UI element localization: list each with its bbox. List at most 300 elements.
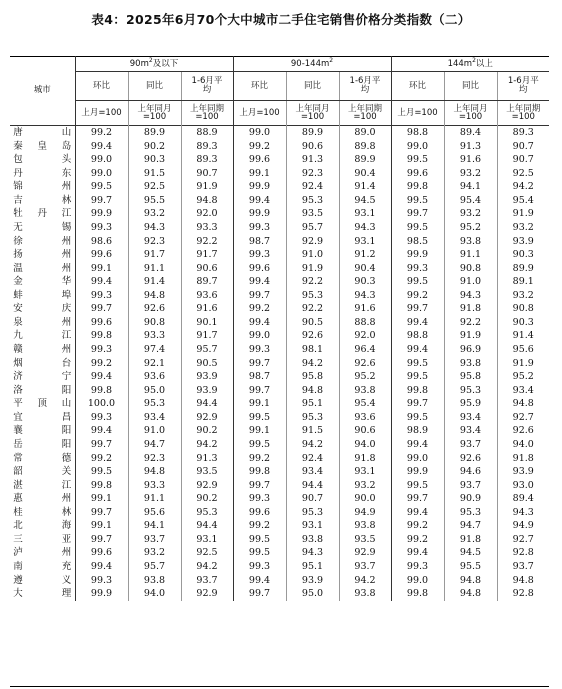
table-row (10, 140, 549, 154)
city-cell (10, 533, 75, 547)
city-name: 平顶山 (13, 398, 72, 410)
price-index-table (10, 56, 549, 601)
table-row (10, 397, 549, 411)
value-cell: 99.7 (391, 302, 444, 316)
value-cell: 95.3 (444, 506, 497, 520)
value-cell: 94.2 (286, 357, 339, 371)
value-cell: 91.4 (128, 275, 181, 289)
value-cell: 99.9 (75, 207, 128, 221)
value-cell: 99.2 (233, 519, 286, 533)
table-row (10, 221, 549, 235)
value-cell: 99.4 (233, 316, 286, 330)
value-cell: 100.0 (75, 397, 128, 411)
value-cell: 99.4 (391, 506, 444, 520)
value-cell: 94.8 (181, 194, 233, 208)
value-cell: 93.3 (181, 221, 233, 235)
value-cell: 92.2 (286, 302, 339, 316)
value-cell: 99.1 (233, 167, 286, 181)
value-cell: 90.9 (444, 492, 497, 506)
value-cell: 89.7 (181, 275, 233, 289)
value-cell: 99.4 (391, 316, 444, 330)
value-cell: 89.8 (339, 140, 391, 154)
value-cell: 99.4 (75, 370, 128, 384)
table-row (10, 126, 549, 140)
city-name: 泸州 (13, 547, 72, 559)
value-cell: 92.3 (286, 167, 339, 181)
value-cell: 99.6 (75, 248, 128, 262)
value-cell: 95.3 (286, 194, 339, 208)
value-cell: 99.4 (75, 424, 128, 438)
city-cell (10, 180, 75, 194)
value-cell: 93.8 (128, 574, 181, 588)
city-name: 徐州 (13, 235, 72, 247)
value-cell: 99.5 (75, 465, 128, 479)
value-cell: 90.8 (444, 262, 497, 276)
value-cell: 99.7 (75, 302, 128, 316)
value-cell: 98.8 (391, 329, 444, 343)
value-cell: 92.7 (497, 533, 549, 547)
value-cell: 90.4 (339, 262, 391, 276)
value-cell: 94.3 (339, 289, 391, 303)
value-cell: 99.7 (75, 194, 128, 208)
value-cell: 94.8 (128, 289, 181, 303)
city-cell (10, 248, 75, 262)
value-cell: 99.5 (75, 180, 128, 194)
value-cell: 99.2 (391, 519, 444, 533)
city-name: 北海 (13, 520, 72, 532)
value-cell: 93.8 (444, 235, 497, 249)
value-cell: 93.4 (444, 424, 497, 438)
value-cell: 99.3 (75, 343, 128, 357)
table-row (10, 492, 549, 506)
table-row (10, 533, 549, 547)
city-name: 包头 (13, 154, 72, 166)
value-cell: 98.5 (391, 235, 444, 249)
city-cell (10, 465, 75, 479)
value-cell: 99.3 (233, 343, 286, 357)
value-cell: 93.2 (339, 479, 391, 493)
value-cell: 99.4 (391, 546, 444, 560)
group-label-main: 90-144m (290, 59, 330, 70)
value-cell: 91.9 (286, 262, 339, 276)
value-cell: 95.3 (286, 506, 339, 520)
value-cell: 91.1 (444, 248, 497, 262)
table-row (10, 207, 549, 221)
value-cell: 93.8 (339, 519, 391, 533)
value-cell: 99.9 (233, 207, 286, 221)
value-cell: 99.1 (75, 519, 128, 533)
city-name: 蚌埠 (13, 289, 72, 301)
value-cell: 99.6 (233, 153, 286, 167)
value-cell: 99.7 (75, 533, 128, 547)
value-cell: 92.0 (181, 207, 233, 221)
value-cell: 94.4 (181, 519, 233, 533)
value-cell: 93.2 (128, 207, 181, 221)
city-cell (10, 302, 75, 316)
value-cell: 90.7 (181, 167, 233, 181)
value-cell: 96.9 (444, 343, 497, 357)
value-cell: 94.9 (339, 506, 391, 520)
value-cell: 95.7 (128, 560, 181, 574)
city-cell (10, 519, 75, 533)
table-row (10, 384, 549, 398)
city-cell (10, 153, 75, 167)
value-cell: 91.9 (444, 329, 497, 343)
value-cell: 90.7 (497, 140, 549, 154)
value-cell: 93.7 (181, 574, 233, 588)
city-cell (10, 587, 75, 601)
value-cell: 99.0 (75, 167, 128, 181)
value-cell: 99.8 (391, 587, 444, 601)
city-cell (10, 207, 75, 221)
table-row (10, 424, 549, 438)
city-cell (10, 221, 75, 235)
group-label-sup: 2 (148, 57, 153, 65)
table-row (10, 248, 549, 262)
value-cell: 99.5 (233, 546, 286, 560)
base-header-same-period: 上年同期=100 (181, 101, 233, 126)
city-name: 常德 (13, 452, 72, 464)
value-cell: 89.9 (497, 262, 549, 276)
value-cell: 99.3 (233, 492, 286, 506)
value-cell: 90.1 (181, 316, 233, 330)
value-cell: 99.3 (75, 411, 128, 425)
value-cell: 89.0 (339, 126, 391, 140)
table-row (10, 546, 549, 560)
value-cell: 99.4 (391, 343, 444, 357)
value-cell: 95.0 (286, 587, 339, 601)
group-label-main: 90m (129, 59, 149, 70)
city-cell (10, 384, 75, 398)
city-cell (10, 424, 75, 438)
value-cell: 91.9 (497, 207, 549, 221)
value-cell: 99.5 (391, 370, 444, 384)
value-cell: 90.7 (286, 492, 339, 506)
base-header-last-month: 上月=100 (391, 101, 444, 126)
city-name: 扬州 (13, 249, 72, 261)
table-row (10, 465, 549, 479)
group-header-90-and-below (75, 56, 233, 72)
value-cell: 91.6 (444, 153, 497, 167)
group-label-sup: 2 (329, 57, 334, 65)
value-cell: 94.0 (128, 587, 181, 601)
group-label-tail: 以上 (475, 59, 493, 70)
value-cell: 91.8 (497, 452, 549, 466)
value-cell: 93.7 (497, 560, 549, 574)
value-cell: 94.3 (286, 546, 339, 560)
city-cell (10, 370, 75, 384)
value-cell: 89.3 (497, 126, 549, 140)
value-cell: 93.9 (286, 574, 339, 588)
table-row (10, 574, 549, 588)
value-cell: 91.3 (444, 140, 497, 154)
base-header-same-month: 上年同月=100 (286, 101, 339, 126)
value-cell: 94.0 (339, 438, 391, 452)
value-cell: 99.4 (233, 275, 286, 289)
sub-header-yoy: 同比 (286, 72, 339, 101)
value-cell: 89.9 (128, 126, 181, 140)
city-name: 湛江 (13, 479, 72, 491)
city-cell (10, 262, 75, 276)
value-cell: 92.9 (339, 546, 391, 560)
value-cell: 99.1 (233, 397, 286, 411)
value-cell: 93.5 (286, 207, 339, 221)
city-cell (10, 126, 75, 140)
city-cell (10, 506, 75, 520)
value-cell: 91.1 (128, 262, 181, 276)
value-cell: 99.5 (233, 533, 286, 547)
value-cell: 93.3 (128, 479, 181, 493)
value-cell: 92.6 (128, 302, 181, 316)
value-cell: 99.5 (391, 357, 444, 371)
value-cell: 93.8 (444, 357, 497, 371)
value-cell: 95.1 (286, 397, 339, 411)
value-cell: 99.9 (75, 587, 128, 601)
value-cell: 92.6 (339, 357, 391, 371)
value-cell: 93.7 (444, 438, 497, 452)
table-header (10, 56, 549, 126)
value-cell: 93.6 (181, 289, 233, 303)
value-cell: 98.7 (233, 235, 286, 249)
value-cell: 94.2 (181, 560, 233, 574)
value-cell: 91.8 (339, 452, 391, 466)
value-cell: 99.1 (75, 492, 128, 506)
city-name: 烟台 (13, 357, 72, 369)
value-cell: 90.3 (497, 316, 549, 330)
value-cell: 90.5 (286, 316, 339, 330)
value-cell: 89.9 (339, 153, 391, 167)
value-cell: 99.6 (233, 262, 286, 276)
value-cell: 93.6 (128, 370, 181, 384)
value-cell: 99.5 (391, 153, 444, 167)
value-cell: 99.8 (75, 384, 128, 398)
value-cell: 89.3 (181, 153, 233, 167)
value-cell: 93.2 (444, 207, 497, 221)
value-cell: 99.2 (75, 452, 128, 466)
value-cell: 94.8 (286, 384, 339, 398)
value-cell: 99.7 (233, 384, 286, 398)
value-cell: 98.1 (286, 343, 339, 357)
city-cell (10, 194, 75, 208)
base-header-same-month: 上年同月=100 (128, 101, 181, 126)
city-cell (10, 492, 75, 506)
city-cell (10, 235, 75, 249)
value-cell: 92.9 (286, 235, 339, 249)
value-cell: 93.9 (497, 235, 549, 249)
city-cell (10, 560, 75, 574)
value-cell: 92.3 (128, 235, 181, 249)
city-name: 锦州 (13, 181, 72, 193)
table-row (10, 275, 549, 289)
value-cell: 91.7 (181, 329, 233, 343)
value-cell: 95.2 (444, 221, 497, 235)
value-cell: 91.3 (181, 452, 233, 466)
value-cell: 95.0 (128, 384, 181, 398)
value-cell: 99.5 (391, 221, 444, 235)
value-cell: 99.0 (233, 126, 286, 140)
value-cell: 99.4 (75, 140, 128, 154)
value-cell: 94.6 (444, 465, 497, 479)
value-cell: 95.4 (497, 194, 549, 208)
value-cell: 94.8 (128, 465, 181, 479)
value-cell: 92.7 (497, 411, 549, 425)
city-name: 韶关 (13, 466, 72, 478)
value-cell: 93.5 (181, 465, 233, 479)
table-body (10, 126, 549, 601)
value-cell: 91.0 (128, 424, 181, 438)
base-header-same-month: 上年同月=100 (444, 101, 497, 126)
value-cell: 93.6 (339, 411, 391, 425)
city-name: 丹东 (13, 167, 72, 179)
value-cell: 99.3 (233, 560, 286, 574)
city-name: 无锡 (13, 221, 72, 233)
value-cell: 89.9 (286, 126, 339, 140)
value-cell: 95.2 (339, 370, 391, 384)
value-cell: 99.3 (75, 574, 128, 588)
city-cell (10, 316, 75, 330)
value-cell: 91.4 (339, 180, 391, 194)
value-cell: 99.5 (391, 479, 444, 493)
value-cell: 99.2 (233, 452, 286, 466)
value-cell: 95.6 (128, 506, 181, 520)
value-cell: 99.7 (391, 207, 444, 221)
table-row (10, 316, 549, 330)
value-cell: 94.2 (181, 438, 233, 452)
value-cell: 94.2 (286, 438, 339, 452)
city-cell (10, 357, 75, 371)
value-cell: 93.1 (181, 533, 233, 547)
city-name: 赣州 (13, 344, 72, 356)
city-cell (10, 452, 75, 466)
group-header-144-above (391, 56, 549, 72)
city-name: 唐山 (13, 127, 72, 139)
value-cell: 94.3 (339, 221, 391, 235)
value-cell: 99.2 (391, 289, 444, 303)
value-cell: 93.1 (339, 207, 391, 221)
value-cell: 92.2 (444, 316, 497, 330)
value-cell: 95.8 (286, 370, 339, 384)
value-cell: 99.3 (75, 289, 128, 303)
value-cell: 95.5 (128, 194, 181, 208)
table-row (10, 506, 549, 520)
value-cell: 98.9 (391, 424, 444, 438)
table-row (10, 153, 549, 167)
value-cell: 99.6 (75, 316, 128, 330)
value-cell: 95.3 (181, 506, 233, 520)
value-cell: 99.5 (391, 275, 444, 289)
value-cell: 91.2 (339, 248, 391, 262)
city-name: 济宁 (13, 371, 72, 383)
value-cell: 93.4 (444, 411, 497, 425)
value-cell: 90.8 (497, 302, 549, 316)
value-cell: 90.6 (286, 140, 339, 154)
value-cell: 99.7 (233, 289, 286, 303)
value-cell: 94.3 (128, 221, 181, 235)
value-cell: 99.2 (233, 302, 286, 316)
value-cell: 99.8 (233, 465, 286, 479)
value-cell: 99.2 (233, 140, 286, 154)
value-cell: 95.9 (444, 397, 497, 411)
table-row (10, 194, 549, 208)
city-name: 惠州 (13, 493, 72, 505)
value-cell: 95.3 (286, 411, 339, 425)
value-cell: 95.6 (497, 343, 549, 357)
value-cell: 99.4 (75, 275, 128, 289)
sub-header-mom: 环比 (391, 72, 444, 101)
value-cell: 92.6 (497, 424, 549, 438)
value-cell: 90.3 (497, 248, 549, 262)
group-label-sup: 2 (472, 57, 476, 65)
value-cell: 98.7 (233, 370, 286, 384)
value-cell: 94.7 (444, 519, 497, 533)
base-header-same-period: 上年同期=100 (339, 101, 391, 126)
value-cell: 93.8 (339, 384, 391, 398)
value-cell: 91.8 (444, 533, 497, 547)
base-header-last-month: 上月=100 (75, 101, 128, 126)
city-cell (10, 438, 75, 452)
value-cell: 99.7 (75, 438, 128, 452)
value-cell: 89.1 (497, 275, 549, 289)
value-cell: 89.4 (444, 126, 497, 140)
table-row (10, 587, 549, 601)
sub-header-avg: 1-6月平均 (339, 72, 391, 101)
table-row (10, 370, 549, 384)
value-cell: 99.8 (75, 329, 128, 343)
value-cell: 94.5 (444, 546, 497, 560)
value-cell: 95.2 (497, 370, 549, 384)
base-header-same-period: 上年同期=100 (497, 101, 549, 126)
value-cell: 93.8 (286, 533, 339, 547)
city-name: 岳阳 (13, 438, 72, 450)
value-cell: 99.7 (75, 506, 128, 520)
value-cell: 95.3 (128, 397, 181, 411)
value-cell: 99.4 (391, 438, 444, 452)
value-cell: 95.3 (286, 289, 339, 303)
value-cell: 99.9 (391, 248, 444, 262)
value-cell: 97.4 (128, 343, 181, 357)
value-cell: 95.1 (286, 560, 339, 574)
value-cell: 99.1 (233, 424, 286, 438)
city-cell (10, 140, 75, 154)
city-name: 宜昌 (13, 411, 72, 423)
city-name: 大理 (13, 588, 72, 600)
value-cell: 91.5 (286, 424, 339, 438)
value-cell: 92.1 (128, 357, 181, 371)
value-cell: 92.5 (128, 180, 181, 194)
value-cell: 94.4 (286, 479, 339, 493)
value-cell: 91.8 (444, 302, 497, 316)
city-column-header: 城市 (10, 56, 75, 126)
city-cell (10, 546, 75, 560)
value-cell: 99.6 (233, 506, 286, 520)
city-cell (10, 574, 75, 588)
sub-header-yoy: 同比 (444, 72, 497, 101)
value-cell: 93.9 (181, 384, 233, 398)
value-cell: 94.9 (497, 519, 549, 533)
city-name: 温州 (13, 262, 72, 274)
value-cell: 99.2 (75, 126, 128, 140)
value-cell: 92.8 (497, 546, 549, 560)
value-cell: 99.0 (391, 452, 444, 466)
value-cell: 99.7 (233, 479, 286, 493)
value-cell: 94.7 (128, 438, 181, 452)
table-title: 表4：2025年6月70个大中城市二手住宅销售价格分类指数（二） (91, 12, 471, 27)
value-cell: 91.5 (128, 167, 181, 181)
value-cell: 99.5 (233, 411, 286, 425)
city-name: 三亚 (13, 533, 72, 545)
value-cell: 94.3 (497, 506, 549, 520)
city-name: 吉林 (13, 194, 72, 206)
